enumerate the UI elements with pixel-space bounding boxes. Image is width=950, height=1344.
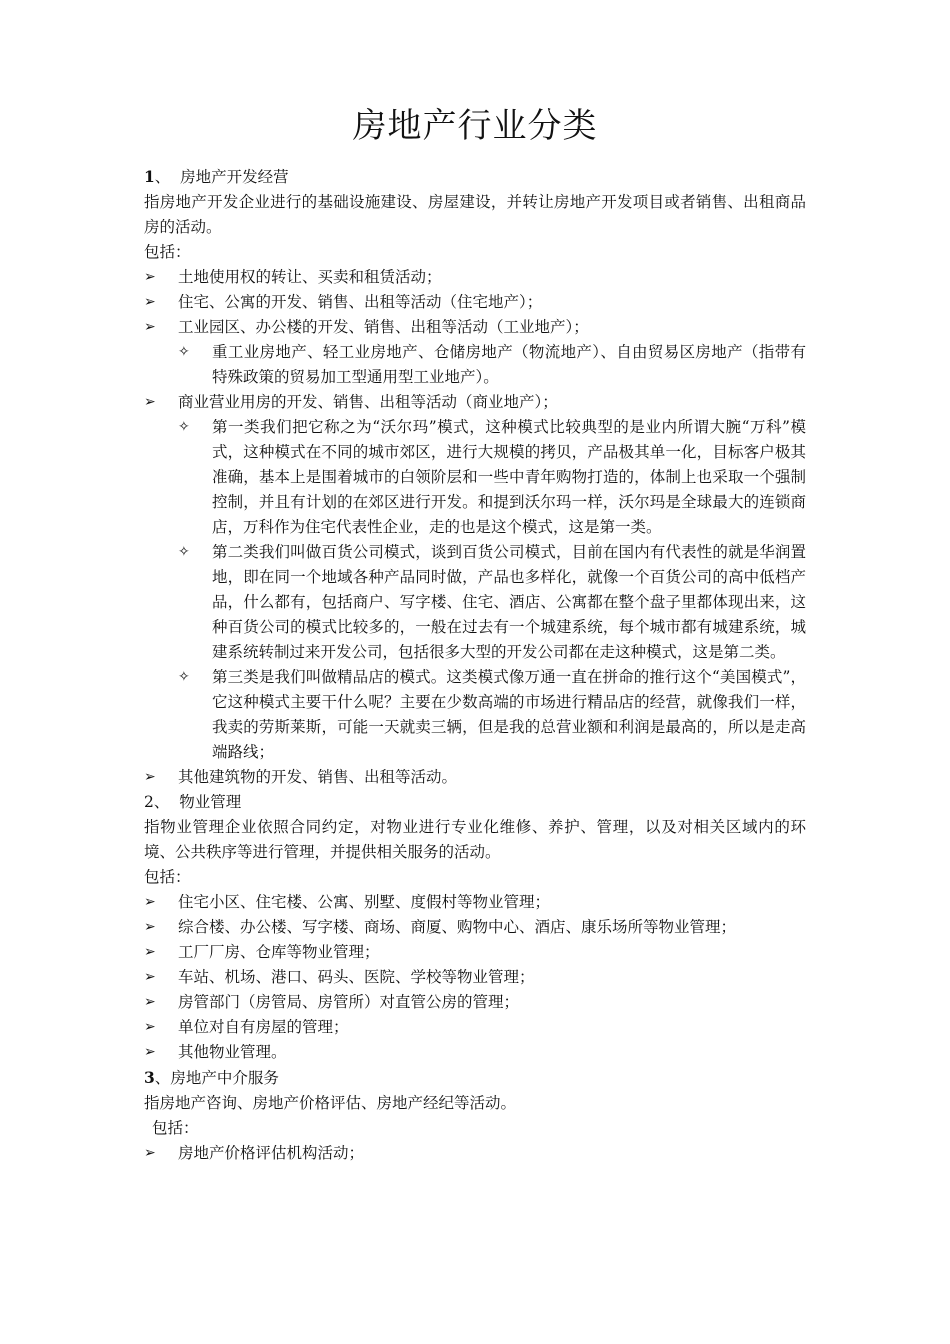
- include-label: 包括：: [144, 868, 191, 886]
- diamond-bullet-icon: ✧: [178, 344, 190, 360]
- list-item: ➢ 单位对自有房屋的管理；: [144, 1015, 806, 1040]
- sub-list-item: ✧ 第一类我们把它称之为“沃尔玛”模式，这种模式比较典型的是业内所谓大腕“万科”模式，这种模式在不同的城市郊区，进行大规模的拷贝，产品极其单一化，目标客户极其准确，基本上是围着城市的白领阶层和一些中青年购物打造的，体制上也采取一个强制控制，并且有计划的在郊区进行开发。和提到沃尔玛一样，沃尔玛是全球最大的连锁商店，万科作为住宅代表性企业，走的也是这个模式，这是第一类。: [144, 415, 806, 540]
- sub-list-item: ✧ 第三类是我们叫做精品店的模式。这类模式像万通一直在拼命的推行这个“美国模式”，它这种模式主要干什么呢？主要在少数高端的市场进行精品店的经营，就像我们一样，我卖的劳斯莱斯，可能一天就卖三辆，但是我的总营业额和利润是最高的，所以是走高端路线；: [144, 665, 806, 765]
- arrow-bullet-icon: ➢: [144, 894, 156, 910]
- section-1-description: 指房地产开发企业进行的基础设施建设、房屋建设，并转让房地产开发项目或者销售、出租商品房的活动。: [144, 193, 806, 236]
- section-3-heading: 3、房地产中介服务: [144, 1068, 279, 1087]
- section-title: 物业管理: [179, 793, 242, 811]
- list-item: ➢ 车站、机场、港口、码头、医院、学校等物业管理；: [144, 965, 806, 990]
- list-item: ➢ 综合楼、办公楼、写字楼、商场、商厦、购物中心、酒店、康乐场所等物业管理；: [144, 915, 806, 940]
- list-item: ➢ 其他物业管理。: [144, 1040, 806, 1065]
- arrow-bullet-icon: ➢: [144, 294, 156, 310]
- arrow-bullet-icon: ➢: [144, 269, 156, 285]
- diamond-bullet-icon: ✧: [178, 544, 190, 560]
- arrow-bullet-icon: ➢: [144, 319, 156, 335]
- list-item: ➢ 住宅小区、住宅楼、公寓、别墅、度假村等物业管理；: [144, 890, 806, 915]
- arrow-bullet-icon: ➢: [144, 1019, 156, 1035]
- arrow-bullet-icon: ➢: [144, 394, 156, 410]
- section-2-heading: 2、 物业管理: [144, 793, 242, 811]
- section-title: 房地产中介服务: [170, 1069, 279, 1087]
- section-number: 3: [144, 1068, 155, 1087]
- list-item: ➢ 工业园区、办公楼的开发、销售、出租等活动（工业地产）；: [144, 315, 806, 340]
- diamond-bullet-icon: ✧: [178, 419, 190, 435]
- document-title: 房地产行业分类: [352, 106, 598, 146]
- list-item: ➢ 商业营业用房的开发、销售、出租等活动（商业地产）；: [144, 390, 806, 415]
- include-label: 包括：: [152, 1119, 199, 1137]
- list-item: ➢ 住宅、公寓的开发、销售、出租等活动（住宅地产）；: [144, 290, 806, 315]
- arrow-bullet-icon: ➢: [144, 919, 156, 935]
- arrow-bullet-icon: ➢: [144, 944, 156, 960]
- list-item: ➢ 房地产价格评估机构活动；: [144, 1141, 806, 1166]
- list-item: ➢ 房管部门（房管局、房管所）对直管公房的管理；: [144, 990, 806, 1015]
- include-label: 包括：: [144, 243, 191, 261]
- arrow-bullet-icon: ➢: [144, 994, 156, 1010]
- arrow-bullet-icon: ➢: [144, 969, 156, 985]
- arrow-bullet-icon: ➢: [144, 1145, 156, 1161]
- diamond-bullet-icon: ✧: [178, 669, 190, 685]
- sub-list-item: ✧ 第二类我们叫做百货公司模式，谈到百货公司模式，目前在国内有代表性的就是华润置地，即在同一个地域各种产品同时做，产品也多样化，就像一个百货公司的高中低档产品，什么都有，包括商户、写字楼、住宅、酒店、公寓都在整个盘子里都体现出来，这种百货公司的模式比较多的，一般在过去有一个城建系统，每个城市都有城建系统，城建系统转制过来开发公司，包括很多大型的开发公司都在走这种模式，这是第二类。: [144, 540, 806, 665]
- list-item: ➢ 工厂厂房、仓库等物业管理；: [144, 940, 806, 965]
- arrow-bullet-icon: ➢: [144, 769, 156, 785]
- list-item: ➢ 土地使用权的转让、买卖和租赁活动；: [144, 265, 806, 290]
- sub-list-item: ✧ 重工业房地产、轻工业房地产、仓储房地产（物流地产）、自由贸易区房地产（指带有特殊政策的贸易加工型通用型工业地产）。: [144, 340, 806, 390]
- arrow-bullet-icon: ➢: [144, 1044, 156, 1060]
- document-body: [144, 164, 806, 1166]
- section-1-heading: 1、 房地产开发经营: [144, 167, 289, 186]
- section-number: 1: [144, 167, 155, 186]
- section-number: 2: [144, 793, 154, 811]
- section-title: 房地产开发经营: [180, 168, 289, 186]
- list-item: ➢ 其他建筑物的开发、销售、出租等活动。: [144, 765, 806, 790]
- section-2-description: 指物业管理企业依照合同约定，对物业进行专业化维修、养护、管理，以及对相关区域内的环境、公共秩序等进行管理，并提供相关服务的活动。: [144, 818, 806, 861]
- section-3-description: 指房地产咨询、房地产价格评估、房地产经纪等活动。: [144, 1094, 517, 1112]
